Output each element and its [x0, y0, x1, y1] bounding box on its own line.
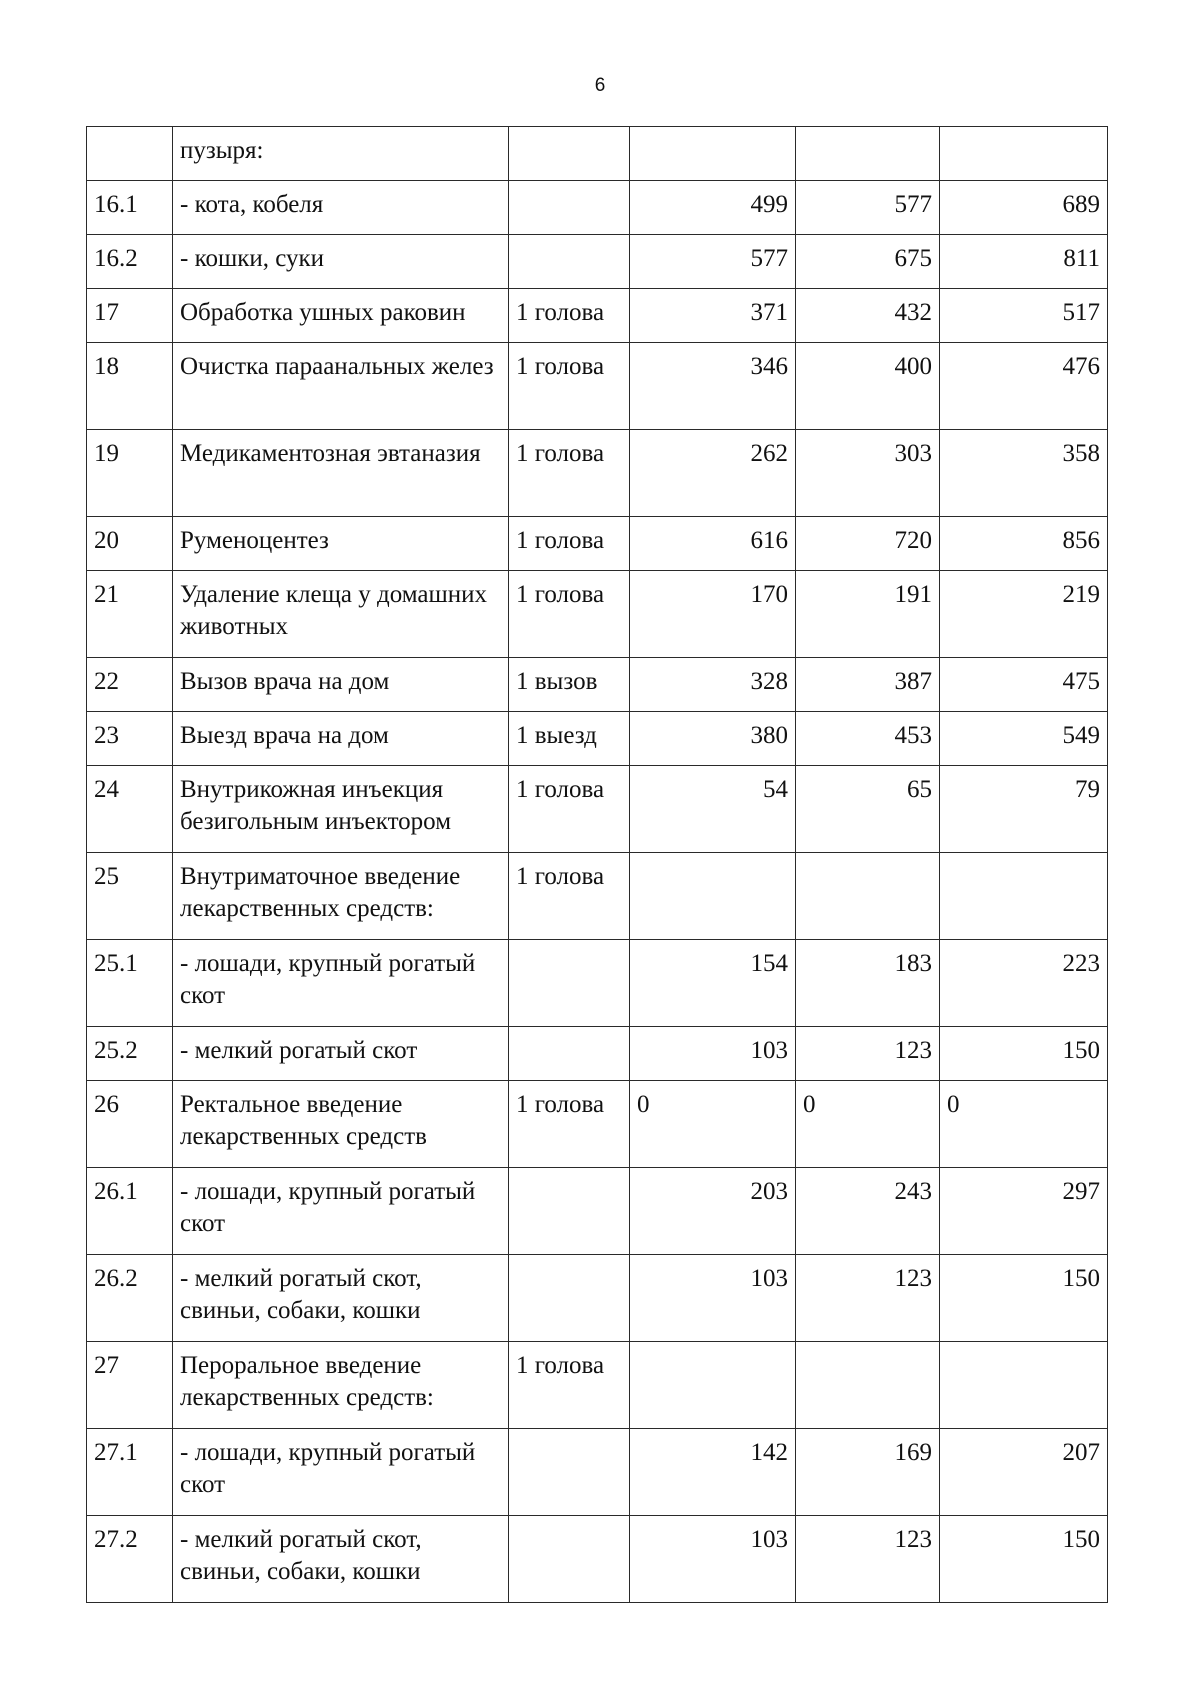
table-row — [87, 517, 1108, 571]
price-1: 154 — [630, 940, 796, 1027]
service-code: 26 — [87, 1081, 173, 1168]
price-table-body — [87, 127, 1108, 1603]
table-row — [87, 571, 1108, 658]
service-unit — [509, 940, 630, 1027]
service-unit — [509, 235, 630, 289]
service-code: 21 — [87, 571, 173, 658]
price-2: 387 — [796, 658, 940, 712]
price-2: 675 — [796, 235, 940, 289]
price-2: 0 — [796, 1081, 940, 1168]
table-row — [87, 127, 1108, 181]
service-code: 20 — [87, 517, 173, 571]
table-row — [87, 712, 1108, 766]
price-2 — [796, 1342, 940, 1429]
service-code: 19 — [87, 430, 173, 517]
service-unit: 1 голова — [509, 853, 630, 940]
table-row — [87, 1516, 1108, 1603]
table-row — [87, 1027, 1108, 1081]
price-1 — [630, 853, 796, 940]
price-2: 720 — [796, 517, 940, 571]
table-row — [87, 1342, 1108, 1429]
service-unit — [509, 181, 630, 235]
service-unit — [509, 1516, 630, 1603]
price-3: 476 — [940, 343, 1108, 430]
table-row — [87, 658, 1108, 712]
service-code: 27.2 — [87, 1516, 173, 1603]
service-unit: 1 голова — [509, 766, 630, 853]
table-row — [87, 766, 1108, 853]
price-2: 243 — [796, 1168, 940, 1255]
service-unit — [509, 127, 630, 181]
price-2: 65 — [796, 766, 940, 853]
price-1: 142 — [630, 1429, 796, 1516]
service-name: - лошади, крупный рогатый скот — [173, 1168, 509, 1255]
service-name: Очистка параанальных желез — [173, 343, 509, 430]
service-name: Внутрикожная инъекция безигольным инъектором — [173, 766, 509, 853]
price-2: 400 — [796, 343, 940, 430]
service-name: - лошади, крупный рогатый скот — [173, 1429, 509, 1516]
service-name: - мелкий рогатый скот, свиньи, собаки, кошки — [173, 1516, 509, 1603]
price-1: 103 — [630, 1516, 796, 1603]
price-table — [86, 126, 1108, 1603]
service-name: Ректальное введение лекарственных средств — [173, 1081, 509, 1168]
service-name: Выезд врача на дом — [173, 712, 509, 766]
price-1: 328 — [630, 658, 796, 712]
price-2: 123 — [796, 1255, 940, 1342]
price-1: 616 — [630, 517, 796, 571]
price-2: 303 — [796, 430, 940, 517]
service-code: 25.1 — [87, 940, 173, 1027]
price-3: 0 — [940, 1081, 1108, 1168]
price-1: 0 — [630, 1081, 796, 1168]
price-3: 207 — [940, 1429, 1108, 1516]
service-name: Удаление клеща у домашних животных — [173, 571, 509, 658]
service-code: 25 — [87, 853, 173, 940]
service-code: 27.1 — [87, 1429, 173, 1516]
table-row — [87, 940, 1108, 1027]
service-name: Руменоцентез — [173, 517, 509, 571]
price-3 — [940, 853, 1108, 940]
price-3 — [940, 127, 1108, 181]
table-row — [87, 181, 1108, 235]
price-2: 123 — [796, 1027, 940, 1081]
price-1: 170 — [630, 571, 796, 658]
service-code: 25.2 — [87, 1027, 173, 1081]
price-3: 811 — [940, 235, 1108, 289]
price-3: 297 — [940, 1168, 1108, 1255]
service-code: 22 — [87, 658, 173, 712]
table-row — [87, 343, 1108, 430]
price-1: 262 — [630, 430, 796, 517]
price-3: 219 — [940, 571, 1108, 658]
price-2: 453 — [796, 712, 940, 766]
price-2: 191 — [796, 571, 940, 658]
price-3: 223 — [940, 940, 1108, 1027]
service-code: 16.2 — [87, 235, 173, 289]
service-name: Пероральное введение лекарственных средств: — [173, 1342, 509, 1429]
service-unit — [509, 1027, 630, 1081]
price-3: 150 — [940, 1516, 1108, 1603]
price-3: 689 — [940, 181, 1108, 235]
table-row — [87, 853, 1108, 940]
price-2 — [796, 853, 940, 940]
price-2: 577 — [796, 181, 940, 235]
service-code — [87, 127, 173, 181]
price-2: 432 — [796, 289, 940, 343]
service-unit: 1 голова — [509, 1342, 630, 1429]
service-name: - кошки, суки — [173, 235, 509, 289]
price-1: 371 — [630, 289, 796, 343]
price-3: 475 — [940, 658, 1108, 712]
price-1: 577 — [630, 235, 796, 289]
price-3: 79 — [940, 766, 1108, 853]
price-2 — [796, 127, 940, 181]
price-3: 150 — [940, 1027, 1108, 1081]
price-3: 358 — [940, 430, 1108, 517]
table-row — [87, 289, 1108, 343]
price-1: 54 — [630, 766, 796, 853]
price-1: 499 — [630, 181, 796, 235]
service-code: 23 — [87, 712, 173, 766]
service-name: Обработка ушных раковин — [173, 289, 509, 343]
price-3: 517 — [940, 289, 1108, 343]
price-2: 123 — [796, 1516, 940, 1603]
price-3 — [940, 1342, 1108, 1429]
service-name: пузыря: — [173, 127, 509, 181]
service-name: Медикаментозная эвтаназия — [173, 430, 509, 517]
table-row — [87, 235, 1108, 289]
price-1: 380 — [630, 712, 796, 766]
service-name: - мелкий рогатый скот — [173, 1027, 509, 1081]
service-unit: 1 голова — [509, 1081, 630, 1168]
price-2: 169 — [796, 1429, 940, 1516]
service-unit: 1 вызов — [509, 658, 630, 712]
service-name: - кота, кобеля — [173, 181, 509, 235]
service-code: 24 — [87, 766, 173, 853]
table-row — [87, 1168, 1108, 1255]
price-1: 203 — [630, 1168, 796, 1255]
price-1: 103 — [630, 1027, 796, 1081]
service-code: 26.1 — [87, 1168, 173, 1255]
service-unit — [509, 1168, 630, 1255]
price-3: 856 — [940, 517, 1108, 571]
service-name: - мелкий рогатый скот, свиньи, собаки, кошки — [173, 1255, 509, 1342]
price-3: 549 — [940, 712, 1108, 766]
price-2: 183 — [796, 940, 940, 1027]
page-number: 6 — [594, 75, 606, 96]
service-unit: 1 выезд — [509, 712, 630, 766]
service-code: 27 — [87, 1342, 173, 1429]
service-name: - лошади, крупный рогатый скот — [173, 940, 509, 1027]
service-unit: 1 голова — [509, 430, 630, 517]
service-code: 16.1 — [87, 181, 173, 235]
price-1 — [630, 1342, 796, 1429]
service-unit — [509, 1429, 630, 1516]
service-unit: 1 голова — [509, 289, 630, 343]
service-unit: 1 голова — [509, 343, 630, 430]
table-row — [87, 430, 1108, 517]
service-unit: 1 голова — [509, 517, 630, 571]
service-name: Внутриматочное введение лекарственных средств: — [173, 853, 509, 940]
service-name: Вызов врача на дом — [173, 658, 509, 712]
table-row — [87, 1429, 1108, 1516]
service-code: 26.2 — [87, 1255, 173, 1342]
price-1 — [630, 127, 796, 181]
price-3: 150 — [940, 1255, 1108, 1342]
table-row — [87, 1081, 1108, 1168]
service-code: 17 — [87, 289, 173, 343]
price-1: 346 — [630, 343, 796, 430]
table-row — [87, 1255, 1108, 1342]
service-unit — [509, 1255, 630, 1342]
service-unit: 1 голова — [509, 571, 630, 658]
service-code: 18 — [87, 343, 173, 430]
price-1: 103 — [630, 1255, 796, 1342]
